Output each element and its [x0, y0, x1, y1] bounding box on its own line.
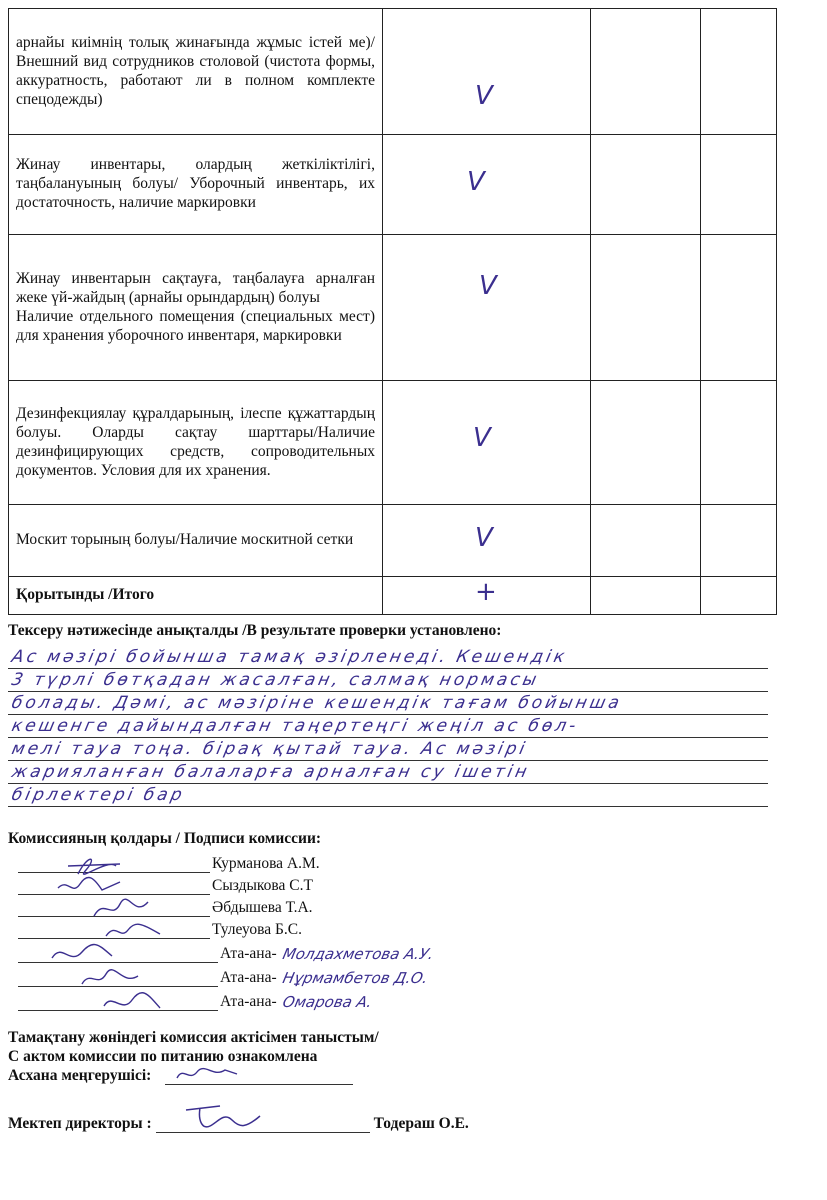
- total-label: [9, 577, 383, 615]
- signatures-heading: Комиссияның қолдары / Подписи комиссии:: [8, 830, 322, 847]
- empty-cell: [591, 235, 701, 381]
- signature-line: [18, 922, 210, 939]
- signature-line: [18, 878, 210, 895]
- signature-line: [18, 856, 210, 873]
- empty-cell: [591, 9, 701, 135]
- row-description: [9, 505, 383, 577]
- row-text: Жинау инвентары, олардың жеткіліктілігі, таңбалануының болуы/ Уборочный инвентарь, их достаточность, наличие маркировки: [16, 156, 375, 211]
- signature-line: [156, 1114, 370, 1133]
- parent-name-handwritten: Молдахметова А.У.: [280, 945, 435, 963]
- mark-cell: [383, 381, 591, 505]
- director-row: [8, 1114, 469, 1133]
- parent-name-handwritten: Омарова А.: [280, 993, 374, 1011]
- canteen-head-label: Асхана меңгерушісі:: [8, 1067, 152, 1084]
- table-row: [9, 505, 777, 577]
- findings-heading-text: Тексеру нәтижесінде анықталды /В результате проверки установлено:: [8, 622, 502, 639]
- handwritten-line: мелі тауа тоңа. бірақ қытай тауа. Ас мәзірі: [8, 738, 768, 761]
- mark-cell: [383, 9, 591, 135]
- total-text: Қорытынды /Итого: [16, 586, 155, 603]
- handwritten-line: болады. Дәмі, ас мәзіріне кешендік тағам бойынша: [8, 692, 768, 715]
- empty-cell: [701, 505, 777, 577]
- canteen-head-row: [8, 1066, 379, 1085]
- row-text: Дезинфекциялау құралдарының, ілеспе құжаттардың болуы. Оларды сақтау шарттары/Наличие дезинфицирующих средств, сопроводительных документов. Условия для их хранения.: [16, 404, 375, 479]
- signature-line: [18, 970, 218, 987]
- mark-cell: [383, 505, 591, 577]
- table-row: [9, 235, 777, 381]
- member-role: Ата-ана-: [220, 993, 277, 1010]
- mark-cell: [383, 135, 591, 235]
- findings-heading: [8, 622, 768, 640]
- signature-row: [18, 877, 313, 895]
- signature-line: [165, 1068, 353, 1085]
- checklist-table: [8, 8, 777, 615]
- signature-line: [18, 994, 218, 1011]
- row-text-ru: Наличие отдельного помещения (специальных мест) для хранения уборочного инвентаря, маркировки: [16, 307, 375, 344]
- handwritten-line: 3 түрлі бөтқадан жасалған, салмақ нормасы: [8, 669, 768, 692]
- acknowledgement-block: [8, 1028, 379, 1085]
- member-name: Курманова А.М.: [212, 855, 320, 872]
- row-text-kk: Жинау инвентарын сақтауға, таңбалауға арналған жеке үй-жайдың (арнайы орындардың) болуы: [16, 269, 375, 306]
- handwritten-check: V: [473, 423, 491, 453]
- handwritten-check: V: [479, 271, 497, 301]
- empty-cell: [591, 577, 701, 615]
- row-text: арнайы киімнің толық жинағында жұмыс істей ме)/ Внешний вид сотрудников столовой (чистота формы, аккуратность, работают ли в полном комплекте спецодежды): [16, 33, 375, 108]
- table-row-total: [9, 577, 777, 615]
- row-description: [9, 381, 383, 505]
- empty-cell: [591, 505, 701, 577]
- ack-line-kk: Тамақтану жөніндегі комиссия актісімен таныстым/: [8, 1029, 379, 1046]
- table-row: [9, 9, 777, 135]
- signature-row: [18, 899, 313, 917]
- signature-scrawl: [173, 1064, 243, 1084]
- mark-cell: [383, 577, 591, 615]
- empty-cell: [591, 135, 701, 235]
- empty-cell: [701, 135, 777, 235]
- signature-row: [18, 969, 430, 987]
- empty-cell: [701, 381, 777, 505]
- parent-name-handwritten: Нұрмамбетов Д.О.: [280, 969, 430, 987]
- member-role: Ата-ана-: [220, 969, 277, 986]
- director-label: Мектеп директоры :: [8, 1115, 152, 1132]
- table-row: [9, 381, 777, 505]
- table-row: [9, 135, 777, 235]
- handwritten-check: V: [475, 81, 493, 111]
- handwritten-line: бірлектері бар: [8, 784, 768, 807]
- empty-cell: [701, 235, 777, 381]
- signature-row: [18, 855, 320, 873]
- handwritten-line: кешенге дайындалған таңертеңгі жеңіл ас бөл-: [8, 715, 768, 738]
- director-name: Тодераш О.Е.: [373, 1115, 469, 1132]
- handwritten-line: Ас мәзірі бойынша тамақ әзірленеді. Кешендік: [8, 646, 768, 669]
- ack-line-ru: С актом комиссии по питанию ознакомлена: [8, 1048, 318, 1065]
- signature-line: [18, 900, 210, 917]
- signature-scrawl: [180, 1100, 270, 1134]
- handwritten-check: V: [475, 523, 493, 553]
- handwritten-line: жарияланған балаларға арналған су ішетін: [8, 761, 768, 784]
- signature-scrawl: [78, 966, 148, 992]
- handwritten-check: V: [467, 167, 485, 197]
- row-description: [9, 235, 383, 381]
- findings-handwritten: [8, 646, 768, 807]
- signature-scrawl: [98, 990, 168, 1016]
- signature-row: [18, 993, 372, 1011]
- member-role: Ата-ана-: [220, 945, 277, 962]
- handwritten-plus: +: [475, 577, 497, 607]
- empty-cell: [701, 577, 777, 615]
- row-description: [9, 135, 383, 235]
- signature-row: [18, 945, 433, 963]
- empty-cell: [591, 381, 701, 505]
- row-text: Москит торының болуы/Наличие москитной сетки: [16, 531, 354, 548]
- mark-cell: [383, 235, 591, 381]
- signature-scrawl: [48, 942, 118, 968]
- row-description: [9, 9, 383, 135]
- signature-scrawl: [98, 918, 168, 944]
- signature-row: [18, 921, 302, 939]
- signature-line: [18, 946, 218, 963]
- member-name: Әбдышева Т.А.: [212, 899, 313, 916]
- empty-cell: [701, 9, 777, 135]
- member-name: Сыздыкова С.Т: [212, 877, 313, 894]
- member-name: Тулеуова Б.С.: [212, 921, 302, 938]
